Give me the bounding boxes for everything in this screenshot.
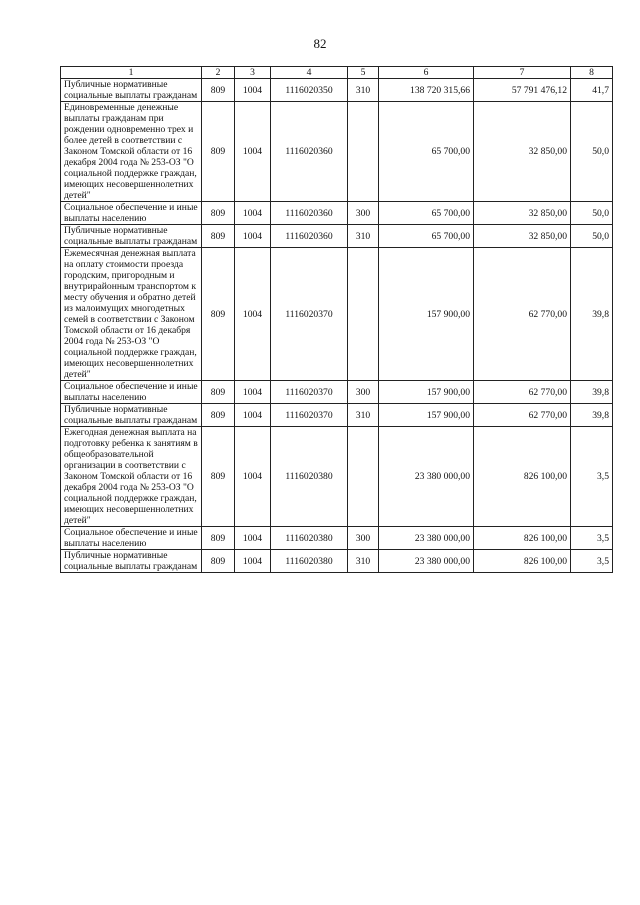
planned-amount-cell: 23 380 000,00 <box>379 550 474 573</box>
row-name-cell: Публичные нормативные социальные выплаты гражданам <box>61 79 202 102</box>
column-number: 5 <box>348 67 379 79</box>
table-row <box>61 550 613 573</box>
target-article-cell: 1116020370 <box>271 248 348 381</box>
expense-type-cell <box>348 248 379 381</box>
ministry-code-cell: 809 <box>202 427 235 527</box>
row-name-cell: Публичные нормативные социальные выплаты гражданам <box>61 225 202 248</box>
target-article-cell: 1116020370 <box>271 381 348 404</box>
target-article-cell: 1116020350 <box>271 79 348 102</box>
column-number: 7 <box>474 67 571 79</box>
executed-amount-cell: 62 770,00 <box>474 248 571 381</box>
page-number: 82 <box>313 36 327 51</box>
ministry-code-cell: 809 <box>202 248 235 381</box>
section-code-cell: 1004 <box>235 381 271 404</box>
column-number: 1 <box>61 67 202 79</box>
row-name-cell: Социальное обеспечение и иные выплаты населению <box>61 381 202 404</box>
expense-type-cell: 310 <box>348 79 379 102</box>
executed-amount-cell: 62 770,00 <box>474 381 571 404</box>
percent-cell: 39,8 <box>571 404 613 427</box>
executed-amount-cell: 57 791 476,12 <box>474 79 571 102</box>
section-code-cell: 1004 <box>235 225 271 248</box>
row-name-cell: Социальное обеспечение и иные выплаты населению <box>61 527 202 550</box>
ministry-code-cell: 809 <box>202 381 235 404</box>
ministry-code-cell: 809 <box>202 225 235 248</box>
planned-amount-cell: 157 900,00 <box>379 404 474 427</box>
executed-amount-cell: 826 100,00 <box>474 427 571 527</box>
column-number: 6 <box>379 67 474 79</box>
executed-amount-cell: 32 850,00 <box>474 202 571 225</box>
ministry-code-cell: 809 <box>202 202 235 225</box>
row-name-cell: Публичные нормативные социальные выплаты гражданам <box>61 404 202 427</box>
section-code-cell: 1004 <box>235 527 271 550</box>
expense-type-cell: 300 <box>348 381 379 404</box>
section-code-cell: 1004 <box>235 248 271 381</box>
percent-cell: 39,8 <box>571 381 613 404</box>
ministry-code-cell: 809 <box>202 79 235 102</box>
target-article-cell: 1116020380 <box>271 427 348 527</box>
row-name-cell: Ежемесячная денежная выплата на оплату стоимости проезда городским, пригородным и внутрирайонным транспортом к месту обучения и обратно детей из малоимущих многодетных семей в соответствии с Законом Томской области от 16 декабря 2004 года № 253-ОЗ "О социальной поддержке граждан, имеющих несовершеннолетних детей" <box>61 248 202 381</box>
column-number: 2 <box>202 67 235 79</box>
section-code-cell: 1004 <box>235 427 271 527</box>
percent-cell: 3,5 <box>571 427 613 527</box>
percent-cell: 50,0 <box>571 202 613 225</box>
planned-amount-cell: 23 380 000,00 <box>379 427 474 527</box>
percent-cell: 50,0 <box>571 225 613 248</box>
section-code-cell: 1004 <box>235 102 271 202</box>
target-article-cell: 1116020360 <box>271 202 348 225</box>
executed-amount-cell: 62 770,00 <box>474 404 571 427</box>
ministry-code-cell: 809 <box>202 527 235 550</box>
table-row <box>61 225 613 248</box>
row-name-cell: Единовременные денежные выплаты гражданам при рождении одновременно трех и более детей в соответствии с Законом Томской области от 16 декабря 2004 года № 253-ОЗ "О социальной поддержке граждан, имеющих несовершеннолетних детей" <box>61 102 202 202</box>
table-row <box>61 381 613 404</box>
table-row <box>61 404 613 427</box>
expense-type-cell <box>348 427 379 527</box>
section-code-cell: 1004 <box>235 404 271 427</box>
percent-cell: 3,5 <box>571 527 613 550</box>
row-name-cell: Ежегодная денежная выплата на подготовку ребенка к занятиям в общеобразовательной организации в соответствии с Законом Томской области от 16 декабря 2004 года № 253-ОЗ "О социальной поддержке граждан, имеющих несовершеннолетних детей" <box>61 427 202 527</box>
expense-type-cell: 310 <box>348 225 379 248</box>
target-article-cell: 1116020370 <box>271 404 348 427</box>
column-number: 4 <box>271 67 348 79</box>
planned-amount-cell: 65 700,00 <box>379 202 474 225</box>
planned-amount-cell: 157 900,00 <box>379 381 474 404</box>
executed-amount-cell: 32 850,00 <box>474 102 571 202</box>
planned-amount-cell: 65 700,00 <box>379 225 474 248</box>
row-name-cell: Публичные нормативные социальные выплаты гражданам <box>61 550 202 573</box>
expense-type-cell <box>348 102 379 202</box>
percent-cell: 39,8 <box>571 248 613 381</box>
ministry-code-cell: 809 <box>202 550 235 573</box>
planned-amount-cell: 157 900,00 <box>379 248 474 381</box>
table-row <box>61 202 613 225</box>
expense-type-cell: 300 <box>348 202 379 225</box>
planned-amount-cell: 65 700,00 <box>379 102 474 202</box>
target-article-cell: 1116020360 <box>271 225 348 248</box>
executed-amount-cell: 826 100,00 <box>474 527 571 550</box>
percent-cell: 3,5 <box>571 550 613 573</box>
ministry-code-cell: 809 <box>202 102 235 202</box>
expense-type-cell: 310 <box>348 550 379 573</box>
target-article-cell: 1116020360 <box>271 102 348 202</box>
table-row <box>61 427 613 527</box>
target-article-cell: 1116020380 <box>271 550 348 573</box>
column-number: 3 <box>235 67 271 79</box>
table-row <box>61 102 613 202</box>
expense-type-cell: 310 <box>348 404 379 427</box>
table-row <box>61 527 613 550</box>
planned-amount-cell: 138 720 315,66 <box>379 79 474 102</box>
expense-type-cell: 300 <box>348 527 379 550</box>
percent-cell: 50,0 <box>571 102 613 202</box>
budget-table <box>60 66 613 573</box>
target-article-cell: 1116020380 <box>271 527 348 550</box>
ministry-code-cell: 809 <box>202 404 235 427</box>
table-row <box>61 248 613 381</box>
section-code-cell: 1004 <box>235 202 271 225</box>
column-number-row <box>61 67 613 79</box>
executed-amount-cell: 32 850,00 <box>474 225 571 248</box>
row-name-cell: Социальное обеспечение и иные выплаты населению <box>61 202 202 225</box>
table-row <box>61 79 613 102</box>
percent-cell: 41,7 <box>571 79 613 102</box>
section-code-cell: 1004 <box>235 550 271 573</box>
executed-amount-cell: 826 100,00 <box>474 550 571 573</box>
column-number: 8 <box>571 67 613 79</box>
planned-amount-cell: 23 380 000,00 <box>379 527 474 550</box>
section-code-cell: 1004 <box>235 79 271 102</box>
